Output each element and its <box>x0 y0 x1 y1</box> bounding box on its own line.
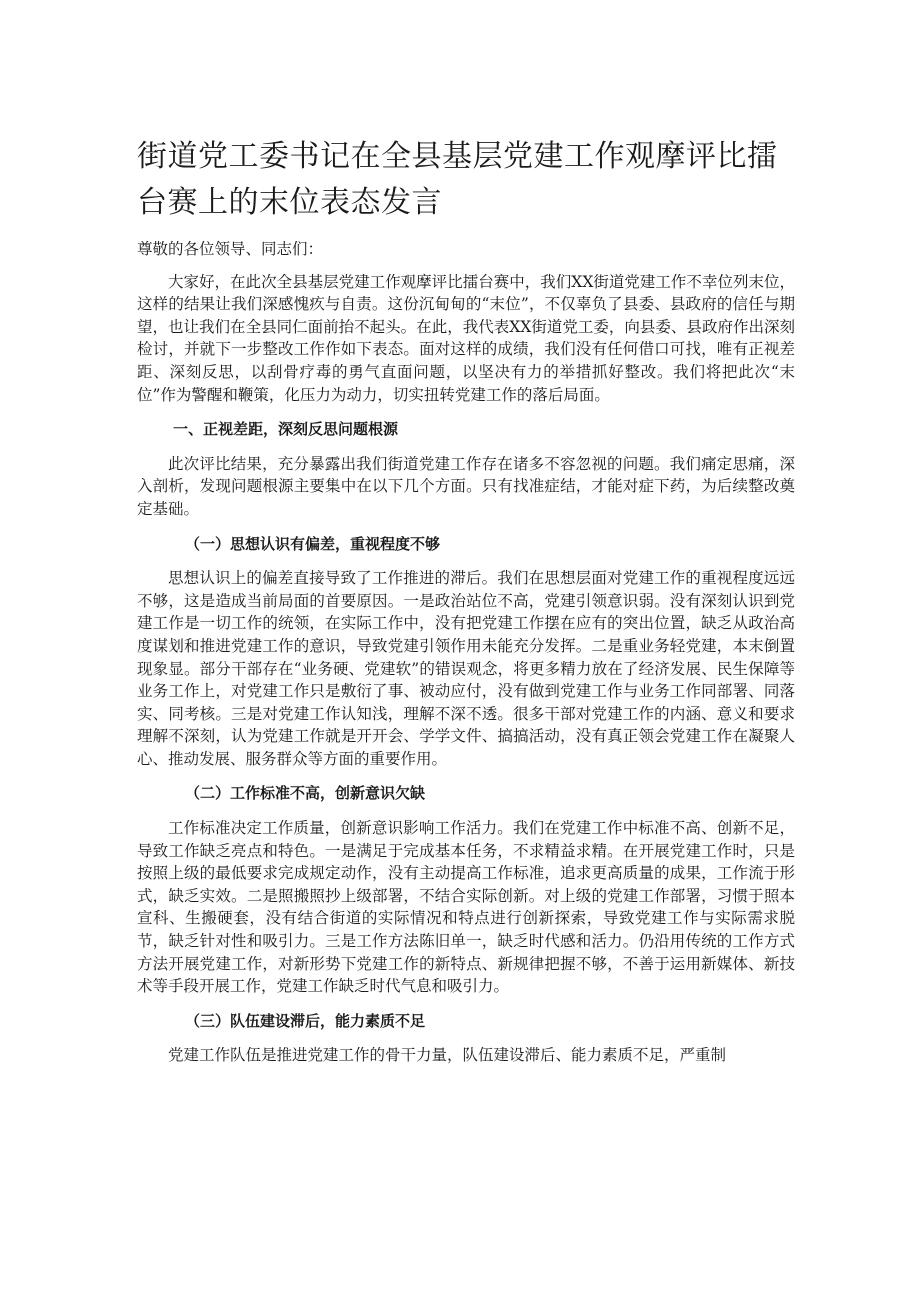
section-heading-1: 一、正视差距，深刻反思问题根源 <box>173 420 399 439</box>
document-title: 街道党工委书记在全县基层党建工作观摩评比擂台赛上的末位表态发言 <box>137 139 778 220</box>
intro-paragraph: 大家好，在此次全县基层党建工作观摩评比擂台赛中，我们XX街道党建工作不幸位列末位，这样的结果让我们深感愧疚与自责。这份沉甸甸的“末位”，不仅辜负了县委、县政府的信任与期望，也让我们在全县同仁面前抬不起头。在此，我代表XX街道党工委，向县委、县政府作出深刻检讨，并就下一步整改工作作如下表态。面对这样的成绩，我们没有任何借口可找，唯有正视差距、深刻反思，以刮骨疗毒的勇气直面问题，以坚决有力的举措抓好整改。我们将把此次“末位”作为警醒和鞭策，化压力为动力，切实扭转党建工作的落后局面。 <box>137 272 795 404</box>
subsection-paragraph-1: 思想认识上的偏差直接导致了工作推进的滞后。我们在思想层面对党建工作的重视程度远远不够，这是造成当前局面的首要原因。一是政治站位不高，党建引领意识弱。没有深刻认识到党建工作是一切工作的统领，在实际工作中，没有把党建工作摆在应有的突出位置，缺乏从政治高度谋划和推进党建工作的意识，导致党建引领作用未能充分发挥。二是重业务轻党建，本末倒置现象显。部分干部存在“业务硬、党建软”的错误观念，将更多精力放在了经济发展、民生保障等业务工作上，对党建工作只是敷衍了事、被动应付，没有做到党建工作与业务工作同部署、同落实、同考核。三是对党建工作认知浅，理解不深不透。很多干部对党建工作的内涵、意义和要求理解不深刻，认为党建工作就是开开会、学学文件、搞搞活动，没有真正领会党建工作在凝聚人心、推动发展、服务群众等方面的重要作用。 <box>137 569 795 768</box>
salutation: 尊敬的各位领导、同志们： <box>137 240 324 258</box>
subsection-heading-3: （三）队伍建设滞后，能力素质不足 <box>185 1011 426 1030</box>
subsection-heading-2: （二）工作标准不高，创新意识欠缺 <box>185 784 426 803</box>
subsection-heading-1: （一）思想认识有偏差，重视程度不够 <box>185 534 441 553</box>
document-body <box>137 238 795 1079</box>
section-paragraph-1: 此次评比结果，充分暴露出我们街道党建工作存在诸多不容忽视的问题。我们痛定思痛，深入剖析，发现问题根源主要集中在以下几个方面。只有找准症结，才能对症下药，为后续整改奠定基础。 <box>137 454 795 518</box>
subsection-paragraph-2: 工作标准决定工作质量，创新意识影响工作活力。我们在党建工作中标准不高、创新不足，导致工作缺乏亮点和特色。一是满足于完成基本任务，不求精益求精。在开展党建工作时，只是按照上级的最低要求完成规定动作，没有主动提高工作标准，追求更高质量的成果，工作流于形式，缺乏实效。二是照搬照抄上级部署，不结合实际创新。对上级的党建工作部署，习惯于照本宣科、生搬硬套，没有结合街道的实际情况和特点进行创新探索，导致党建工作与实际需求脱节，缺乏针对性和吸引力。三是工作方法陈旧单一，缺乏时代感和活力。仍沿用传统的工作方式方法开展党建工作，对新形势下党建工作的新特点、新规律把握不够，不善于运用新媒体、新技术等手段开展工作，党建工作缺乏时代气息和吸引力。 <box>137 819 795 996</box>
subsection-paragraph-3: 党建工作队伍是推进党建工作的骨干力量，队伍建设滞后、能力素质不足，严重制 <box>168 1046 727 1065</box>
